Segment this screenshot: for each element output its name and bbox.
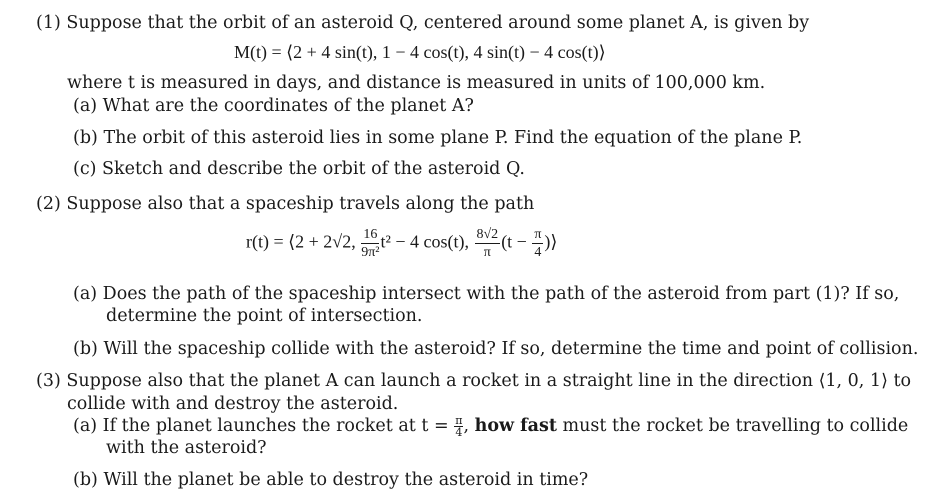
q3a-label: (a) — [73, 416, 98, 436]
q3-intro1: Suppose also that the planet A can launch a rocket in a straight line in the direction ⟨1, 0, 1⟩ to — [66, 371, 912, 391]
q1a-text: What are the coordinates of the planet A? — [102, 96, 474, 116]
q3a-text1a: If the planet launches the rocket at t = — [102, 416, 449, 436]
q2b-text: Will the spaceship collide with the asteroid? If so, determine the time and point of collision. — [103, 339, 919, 359]
q3a-line1 — [73, 415, 908, 438]
q1b-label: (b) — [73, 128, 98, 148]
q2-path-equation — [246, 226, 557, 261]
q2-eq-frac2-den: π — [483, 245, 491, 260]
q3a-text1b: , — [463, 416, 470, 436]
q2-eq-frac3-num: π — [534, 227, 542, 242]
q1-units-text: where t is measured in days, and distance is measured in units of 100,000 km. — [67, 73, 766, 93]
q1c-label: (c) — [73, 159, 97, 179]
q2-eq-end: )⟩ — [544, 231, 558, 252]
q3a-bold: how fast — [474, 416, 557, 436]
q2-intro: Suppose also that a spaceship travels along the path — [66, 194, 535, 214]
q3-intro2: collide with and destroy the asteroid. — [67, 394, 399, 414]
q3b-text: Will the planet be able to destroy the asteroid in time? — [103, 470, 589, 490]
q2-intro-line — [36, 193, 534, 215]
q3a-frac-num: π — [455, 414, 463, 427]
q2b-line — [73, 338, 918, 360]
q2-eq-frac1-num: 16 — [361, 226, 379, 244]
q2-eq-mid: t² − 4 cos(t), — [380, 231, 469, 252]
q3b-line — [73, 469, 588, 491]
q3a-frac-den: 4 — [455, 426, 463, 439]
q2-eq-frac3 — [532, 226, 543, 261]
q2a-text1: Does the path of the spaceship intersect with the path of the asteroid from part (1)? If so, — [102, 284, 900, 304]
q3-intro-line1 — [36, 370, 911, 392]
q2a-line1 — [73, 283, 899, 305]
q2-eq-frac3-den: 4 — [534, 245, 542, 260]
q1-number: (1) — [36, 13, 61, 33]
q1a-line — [73, 95, 474, 117]
q2-number: (2) — [36, 194, 61, 214]
q2-eq-paren-open: (t − — [501, 231, 527, 252]
q2-eq-frac1 — [361, 226, 379, 261]
q3a-text2: with the asteroid? — [106, 438, 267, 458]
q1b-text: The orbit of this asteroid lies in some plane P. Find the equation of the plane P. — [103, 128, 803, 148]
q1-intro-line — [36, 12, 809, 34]
q1b-line — [73, 127, 802, 149]
q1c-line — [73, 158, 525, 180]
q3b-label: (b) — [73, 470, 98, 490]
q3a-text1c: must the rocket be travelling to collide — [562, 416, 909, 436]
q1a-label: (a) — [73, 96, 98, 116]
q2a-text2: determine the point of intersection. — [106, 306, 423, 326]
q2-eq-frac2-num: 8√2 — [476, 227, 499, 242]
q1-orbit-equation: M(t) = ⟨2 + 4 sin(t), 1 − 4 cos(t), 4 sin(t) − 4 cos(t)⟩ — [234, 42, 606, 62]
q3-number: (3) — [36, 371, 61, 391]
q2-eq-frac2 — [475, 226, 501, 261]
q2-eq-frac1-den: 9π² — [361, 245, 380, 260]
q2-eq-left: r(t) = ⟨2 + 2√2, — [246, 231, 356, 252]
q2a-label: (a) — [73, 284, 98, 304]
q1-intro: Suppose that the orbit of an asteroid Q, centered around some planet A, is given by — [66, 13, 810, 33]
q1c-text: Sketch and describe the orbit of the asteroid Q. — [102, 159, 525, 179]
q2b-label: (b) — [73, 339, 98, 359]
